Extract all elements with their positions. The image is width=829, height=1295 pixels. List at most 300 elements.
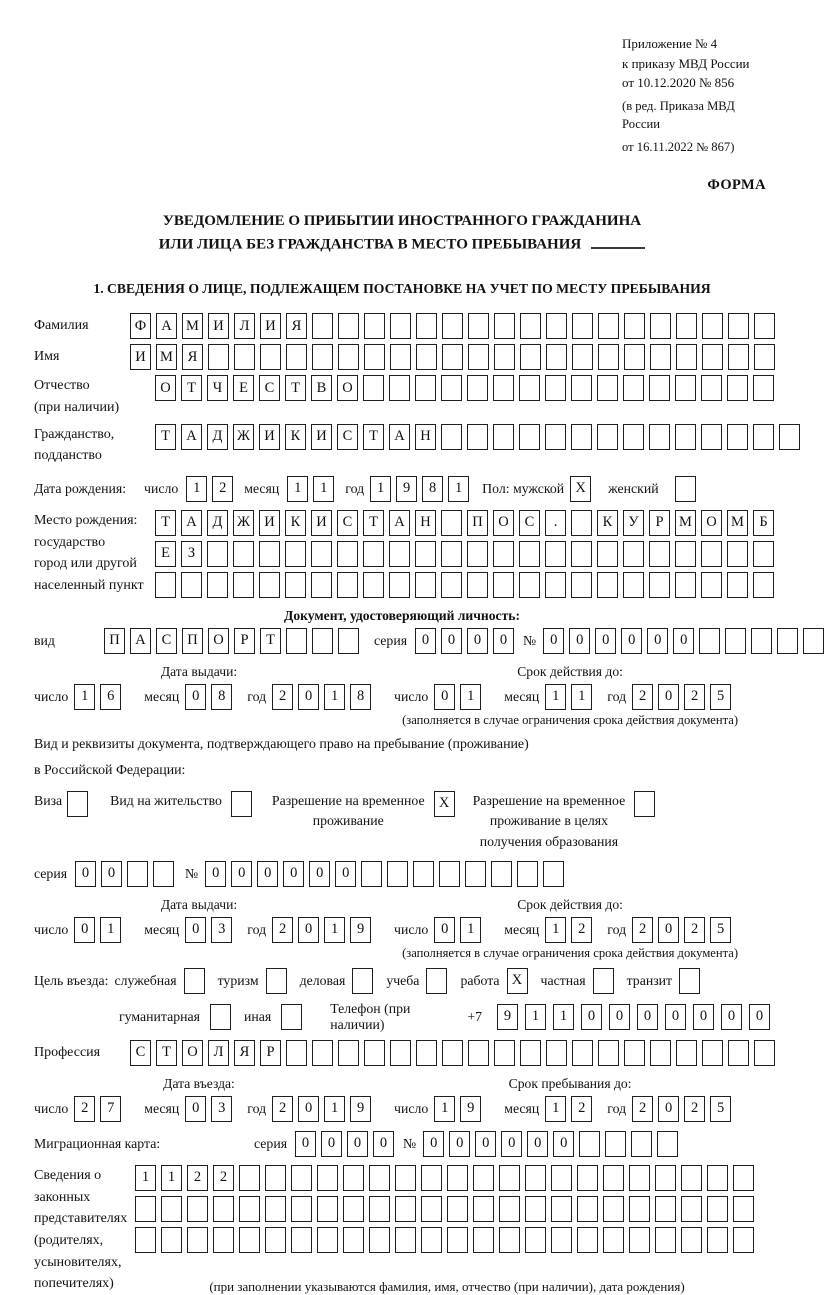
form-cell[interactable] [439, 861, 460, 887]
form-cell[interactable] [389, 572, 410, 598]
form-cell[interactable]: 0 [553, 1131, 574, 1157]
form-cell[interactable] [624, 1040, 645, 1066]
form-cell[interactable]: 0 [298, 917, 319, 943]
form-cell[interactable]: 0 [185, 684, 206, 710]
form-cell[interactable]: 0 [647, 628, 668, 654]
form-cell[interactable] [493, 424, 514, 450]
form-cell[interactable]: 0 [581, 1004, 602, 1030]
form-cell[interactable] [649, 572, 670, 598]
form-cell[interactable]: Т [363, 510, 384, 536]
form-cell[interactable] [361, 861, 382, 887]
form-cell[interactable]: 1 [571, 684, 592, 710]
form-cell[interactable] [655, 1227, 676, 1253]
form-cell[interactable] [571, 375, 592, 401]
form-cell[interactable]: М [727, 510, 748, 536]
form-cell[interactable]: 0 [309, 861, 330, 887]
form-cell[interactable] [285, 541, 306, 567]
form-cell[interactable]: Т [260, 628, 281, 654]
form-cell[interactable]: С [130, 1040, 151, 1066]
form-cell[interactable] [421, 1196, 442, 1222]
form-cell[interactable] [675, 541, 696, 567]
form-cell[interactable] [447, 1196, 468, 1222]
form-cell[interactable]: С [259, 375, 280, 401]
form-cell[interactable] [598, 313, 619, 339]
form-cell[interactable] [291, 1227, 312, 1253]
form-cell[interactable] [623, 541, 644, 567]
form-cell[interactable]: 9 [396, 476, 417, 502]
form-cell[interactable]: Ж [233, 510, 254, 536]
form-cell[interactable] [187, 1227, 208, 1253]
form-cell[interactable] [468, 1040, 489, 1066]
form-cell[interactable]: У [623, 510, 644, 536]
form-cell[interactable]: 9 [497, 1004, 518, 1030]
form-cell[interactable]: 1 [434, 1096, 455, 1122]
form-cell[interactable] [467, 375, 488, 401]
form-cell[interactable] [395, 1227, 416, 1253]
form-cell[interactable] [363, 572, 384, 598]
form-cell[interactable]: 7 [100, 1096, 121, 1122]
form-cell[interactable] [551, 1227, 572, 1253]
form-cell[interactable] [728, 344, 749, 370]
form-cell[interactable] [421, 1165, 442, 1191]
form-cell[interactable]: 9 [350, 917, 371, 943]
form-cell[interactable] [207, 572, 228, 598]
form-cell[interactable] [213, 1196, 234, 1222]
form-cell[interactable] [519, 572, 540, 598]
form-cell[interactable] [312, 313, 333, 339]
form-cell[interactable] [494, 313, 515, 339]
form-cell[interactable] [468, 344, 489, 370]
form-cell[interactable] [629, 1165, 650, 1191]
form-cell[interactable]: Ч [207, 375, 228, 401]
form-cell[interactable]: 5 [710, 1096, 731, 1122]
form-cell[interactable]: С [337, 424, 358, 450]
form-cell[interactable] [603, 1227, 624, 1253]
form-cell[interactable] [655, 1196, 676, 1222]
form-cell[interactable]: 1 [74, 684, 95, 710]
form-cell[interactable] [473, 1227, 494, 1253]
form-cell[interactable]: И [208, 313, 229, 339]
form-cell[interactable] [631, 1131, 652, 1157]
form-cell[interactable] [701, 375, 722, 401]
form-cell[interactable] [338, 628, 359, 654]
form-cell[interactable] [441, 375, 462, 401]
form-cell[interactable]: 1 [186, 476, 207, 502]
form-cell[interactable] [494, 1040, 515, 1066]
form-cell[interactable]: П [182, 628, 203, 654]
form-cell[interactable]: С [337, 510, 358, 536]
form-cell[interactable] [260, 344, 281, 370]
form-cell[interactable] [441, 572, 462, 598]
form-cell[interactable]: 2 [632, 1096, 653, 1122]
form-cell[interactable] [447, 1227, 468, 1253]
form-cell[interactable] [473, 1196, 494, 1222]
form-cell[interactable]: 0 [434, 684, 455, 710]
form-cell[interactable]: 0 [543, 628, 564, 654]
form-cell[interactable] [317, 1165, 338, 1191]
form-cell[interactable]: 0 [595, 628, 616, 654]
form-cell[interactable]: Ф [130, 313, 151, 339]
form-cell[interactable]: Д [207, 424, 228, 450]
form-cell[interactable]: Е [155, 541, 176, 567]
form-cell[interactable]: 1 [448, 476, 469, 502]
form-cell[interactable]: Л [208, 1040, 229, 1066]
form-cell[interactable]: 0 [231, 861, 252, 887]
form-cell[interactable]: К [597, 510, 618, 536]
form-cell[interactable] [701, 541, 722, 567]
form-cell[interactable]: 1 [324, 1096, 345, 1122]
form-cell[interactable] [702, 344, 723, 370]
form-cell[interactable]: 0 [665, 1004, 686, 1030]
form-cell[interactable] [285, 572, 306, 598]
form-cell[interactable]: 0 [721, 1004, 742, 1030]
form-cell[interactable] [442, 344, 463, 370]
form-cell[interactable] [702, 313, 723, 339]
form-cell[interactable] [499, 1227, 520, 1253]
form-cell[interactable]: 0 [475, 1131, 496, 1157]
form-cell[interactable] [650, 313, 671, 339]
form-cell[interactable]: 1 [545, 684, 566, 710]
form-cell[interactable] [754, 1040, 775, 1066]
form-cell[interactable]: 0 [283, 861, 304, 887]
form-cell[interactable] [213, 1227, 234, 1253]
form-cell[interactable] [135, 1227, 156, 1253]
form-cell[interactable]: 0 [527, 1131, 548, 1157]
form-cell[interactable]: К [285, 510, 306, 536]
form-cell[interactable]: А [389, 510, 410, 536]
form-cell[interactable] [777, 628, 798, 654]
form-cell[interactable] [571, 541, 592, 567]
form-cell[interactable] [395, 1196, 416, 1222]
form-cell[interactable] [389, 541, 410, 567]
form-cell[interactable] [657, 1131, 678, 1157]
form-cell[interactable]: Т [156, 1040, 177, 1066]
form-cell[interactable] [676, 1040, 697, 1066]
form-cell[interactable]: 0 [298, 684, 319, 710]
form-cell[interactable] [468, 313, 489, 339]
form-cell[interactable] [545, 572, 566, 598]
form-cell[interactable]: 2 [272, 917, 293, 943]
form-cell[interactable] [265, 1227, 286, 1253]
form-cell[interactable] [733, 1227, 754, 1253]
form-cell[interactable]: 0 [501, 1131, 522, 1157]
form-cell[interactable]: Т [285, 375, 306, 401]
form-cell[interactable] [597, 424, 618, 450]
form-cell[interactable] [751, 628, 772, 654]
form-cell[interactable] [728, 313, 749, 339]
form-cell[interactable] [727, 572, 748, 598]
form-cell[interactable] [681, 1165, 702, 1191]
form-cell[interactable]: А [181, 510, 202, 536]
temp-residence-checkbox[interactable]: X [434, 791, 455, 817]
form-cell[interactable]: 0 [185, 1096, 206, 1122]
form-cell[interactable] [413, 861, 434, 887]
form-cell[interactable] [681, 1227, 702, 1253]
form-cell[interactable] [577, 1196, 598, 1222]
form-cell[interactable] [603, 1196, 624, 1222]
form-cell[interactable] [415, 375, 436, 401]
form-cell[interactable] [603, 1165, 624, 1191]
form-cell[interactable] [441, 541, 462, 567]
form-cell[interactable]: 1 [135, 1165, 156, 1191]
form-cell[interactable]: О [337, 375, 358, 401]
form-cell[interactable] [605, 1131, 626, 1157]
form-cell[interactable] [441, 424, 462, 450]
form-cell[interactable]: Я [286, 313, 307, 339]
form-cell[interactable] [234, 344, 255, 370]
form-cell[interactable]: 8 [350, 684, 371, 710]
form-cell[interactable]: 1 [545, 1096, 566, 1122]
form-cell[interactable] [493, 375, 514, 401]
form-cell[interactable] [239, 1196, 260, 1222]
form-cell[interactable] [803, 628, 824, 654]
form-cell[interactable] [265, 1165, 286, 1191]
form-cell[interactable] [525, 1196, 546, 1222]
form-cell[interactable]: О [208, 628, 229, 654]
form-cell[interactable]: 1 [545, 917, 566, 943]
form-cell[interactable]: 2 [684, 1096, 705, 1122]
form-cell[interactable] [161, 1196, 182, 1222]
form-cell[interactable] [623, 572, 644, 598]
form-cell[interactable] [473, 1165, 494, 1191]
form-cell[interactable]: 6 [100, 684, 121, 710]
form-cell[interactable] [311, 572, 332, 598]
form-cell[interactable]: И [311, 510, 332, 536]
form-cell[interactable] [519, 375, 540, 401]
form-cell[interactable] [701, 424, 722, 450]
form-cell[interactable] [286, 1040, 307, 1066]
form-cell[interactable] [525, 1227, 546, 1253]
form-cell[interactable] [519, 541, 540, 567]
form-cell[interactable] [441, 510, 462, 536]
form-cell[interactable] [571, 510, 592, 536]
form-cell[interactable]: 0 [441, 628, 462, 654]
form-cell[interactable] [442, 1040, 463, 1066]
form-cell[interactable]: З [181, 541, 202, 567]
form-cell[interactable] [499, 1165, 520, 1191]
form-cell[interactable] [572, 344, 593, 370]
purpose-commercial-checkbox[interactable] [352, 968, 373, 994]
form-cell[interactable] [265, 1196, 286, 1222]
form-cell[interactable] [494, 344, 515, 370]
form-cell[interactable]: 2 [571, 917, 592, 943]
form-cell[interactable] [127, 861, 148, 887]
purpose-work-checkbox[interactable]: X [507, 968, 528, 994]
purpose-humanitarian-checkbox[interactable] [210, 1004, 231, 1030]
form-cell[interactable] [259, 572, 280, 598]
form-cell[interactable] [754, 344, 775, 370]
form-cell[interactable]: 0 [749, 1004, 770, 1030]
form-cell[interactable]: 0 [185, 917, 206, 943]
form-cell[interactable] [681, 1196, 702, 1222]
form-cell[interactable] [551, 1165, 572, 1191]
form-cell[interactable]: 0 [101, 861, 122, 887]
form-cell[interactable]: 0 [373, 1131, 394, 1157]
form-cell[interactable] [291, 1196, 312, 1222]
form-cell[interactable] [465, 861, 486, 887]
form-cell[interactable] [343, 1227, 364, 1253]
form-cell[interactable]: 0 [658, 917, 679, 943]
form-cell[interactable]: 1 [313, 476, 334, 502]
form-cell[interactable]: 3 [211, 1096, 232, 1122]
purpose-other-checkbox[interactable] [281, 1004, 302, 1030]
form-cell[interactable] [597, 541, 618, 567]
form-cell[interactable]: 5 [710, 917, 731, 943]
form-cell[interactable]: Р [234, 628, 255, 654]
form-cell[interactable]: С [519, 510, 540, 536]
form-cell[interactable] [369, 1165, 390, 1191]
form-cell[interactable]: М [182, 313, 203, 339]
form-cell[interactable]: 2 [632, 917, 653, 943]
form-cell[interactable]: 0 [257, 861, 278, 887]
form-cell[interactable] [517, 861, 538, 887]
form-cell[interactable] [649, 424, 670, 450]
form-cell[interactable]: Р [260, 1040, 281, 1066]
form-cell[interactable]: 2 [684, 917, 705, 943]
form-cell[interactable]: О [155, 375, 176, 401]
form-cell[interactable]: 0 [569, 628, 590, 654]
form-cell[interactable]: 1 [460, 684, 481, 710]
form-cell[interactable]: 0 [493, 628, 514, 654]
form-cell[interactable] [312, 628, 333, 654]
form-cell[interactable] [442, 313, 463, 339]
form-cell[interactable] [390, 313, 411, 339]
form-cell[interactable] [520, 313, 541, 339]
purpose-tourism-checkbox[interactable] [266, 968, 287, 994]
form-cell[interactable] [754, 313, 775, 339]
form-cell[interactable] [543, 861, 564, 887]
form-cell[interactable] [598, 1040, 619, 1066]
form-cell[interactable]: Р [649, 510, 670, 536]
form-cell[interactable] [623, 375, 644, 401]
form-cell[interactable]: 1 [553, 1004, 574, 1030]
form-cell[interactable] [233, 541, 254, 567]
form-cell[interactable]: П [467, 510, 488, 536]
form-cell[interactable] [546, 344, 567, 370]
form-cell[interactable] [675, 424, 696, 450]
form-cell[interactable]: Н [415, 424, 436, 450]
form-cell[interactable]: О [182, 1040, 203, 1066]
form-cell[interactable]: Т [155, 424, 176, 450]
form-cell[interactable] [707, 1227, 728, 1253]
form-cell[interactable] [239, 1165, 260, 1191]
form-cell[interactable] [233, 572, 254, 598]
form-cell[interactable]: Я [234, 1040, 255, 1066]
form-cell[interactable] [493, 541, 514, 567]
form-cell[interactable]: П [104, 628, 125, 654]
form-cell[interactable] [369, 1227, 390, 1253]
form-cell[interactable]: 2 [213, 1165, 234, 1191]
form-cell[interactable] [733, 1196, 754, 1222]
form-cell[interactable] [676, 313, 697, 339]
form-cell[interactable]: О [493, 510, 514, 536]
form-cell[interactable] [467, 541, 488, 567]
form-cell[interactable] [364, 313, 385, 339]
form-cell[interactable]: 1 [324, 917, 345, 943]
form-cell[interactable]: 0 [609, 1004, 630, 1030]
form-cell[interactable] [572, 1040, 593, 1066]
form-cell[interactable] [337, 572, 358, 598]
form-cell[interactable]: 0 [467, 628, 488, 654]
form-cell[interactable] [467, 424, 488, 450]
form-cell[interactable] [208, 344, 229, 370]
form-cell[interactable] [363, 541, 384, 567]
form-cell[interactable] [291, 1165, 312, 1191]
form-cell[interactable] [629, 1227, 650, 1253]
form-cell[interactable] [337, 541, 358, 567]
form-cell[interactable] [650, 1040, 671, 1066]
form-cell[interactable]: И [259, 510, 280, 536]
form-cell[interactable] [390, 344, 411, 370]
form-cell[interactable]: О [701, 510, 722, 536]
form-cell[interactable] [493, 572, 514, 598]
form-cell[interactable]: И [311, 424, 332, 450]
form-cell[interactable] [649, 375, 670, 401]
form-cell[interactable] [520, 1040, 541, 1066]
form-cell[interactable]: 0 [321, 1131, 342, 1157]
form-cell[interactable] [416, 1040, 437, 1066]
form-cell[interactable] [655, 1165, 676, 1191]
form-cell[interactable] [572, 313, 593, 339]
form-cell[interactable] [733, 1165, 754, 1191]
form-cell[interactable]: 0 [693, 1004, 714, 1030]
form-cell[interactable] [753, 572, 774, 598]
form-cell[interactable] [727, 541, 748, 567]
form-cell[interactable] [650, 344, 671, 370]
form-cell[interactable] [546, 1040, 567, 1066]
purpose-business-checkbox[interactable] [184, 968, 205, 994]
form-cell[interactable] [364, 1040, 385, 1066]
form-cell[interactable] [546, 313, 567, 339]
form-cell[interactable] [707, 1196, 728, 1222]
form-cell[interactable]: 9 [350, 1096, 371, 1122]
form-cell[interactable]: Л [234, 313, 255, 339]
form-cell[interactable] [624, 344, 645, 370]
form-cell[interactable] [415, 541, 436, 567]
form-cell[interactable] [387, 861, 408, 887]
form-cell[interactable] [187, 1196, 208, 1222]
form-cell[interactable] [623, 424, 644, 450]
form-cell[interactable] [181, 572, 202, 598]
form-cell[interactable] [676, 344, 697, 370]
form-cell[interactable]: Н [415, 510, 436, 536]
form-cell[interactable]: А [181, 424, 202, 450]
form-cell[interactable]: 0 [658, 684, 679, 710]
form-cell[interactable] [312, 1040, 333, 1066]
form-cell[interactable]: 2 [272, 684, 293, 710]
form-cell[interactable]: 2 [74, 1096, 95, 1122]
form-cell[interactable] [499, 1196, 520, 1222]
form-cell[interactable] [727, 375, 748, 401]
form-cell[interactable]: Б [753, 510, 774, 536]
form-cell[interactable] [675, 375, 696, 401]
sex-male-checkbox[interactable]: X [570, 476, 591, 502]
form-cell[interactable] [675, 572, 696, 598]
form-cell[interactable] [545, 375, 566, 401]
form-cell[interactable]: 2 [632, 684, 653, 710]
form-cell[interactable] [155, 572, 176, 598]
form-cell[interactable]: 8 [211, 684, 232, 710]
form-cell[interactable] [312, 344, 333, 370]
form-cell[interactable]: 0 [658, 1096, 679, 1122]
form-cell[interactable]: 1 [100, 917, 121, 943]
form-cell[interactable] [338, 344, 359, 370]
form-cell[interactable] [467, 572, 488, 598]
form-cell[interactable] [239, 1227, 260, 1253]
form-cell[interactable] [286, 628, 307, 654]
form-cell[interactable]: 0 [621, 628, 642, 654]
form-cell[interactable] [447, 1165, 468, 1191]
